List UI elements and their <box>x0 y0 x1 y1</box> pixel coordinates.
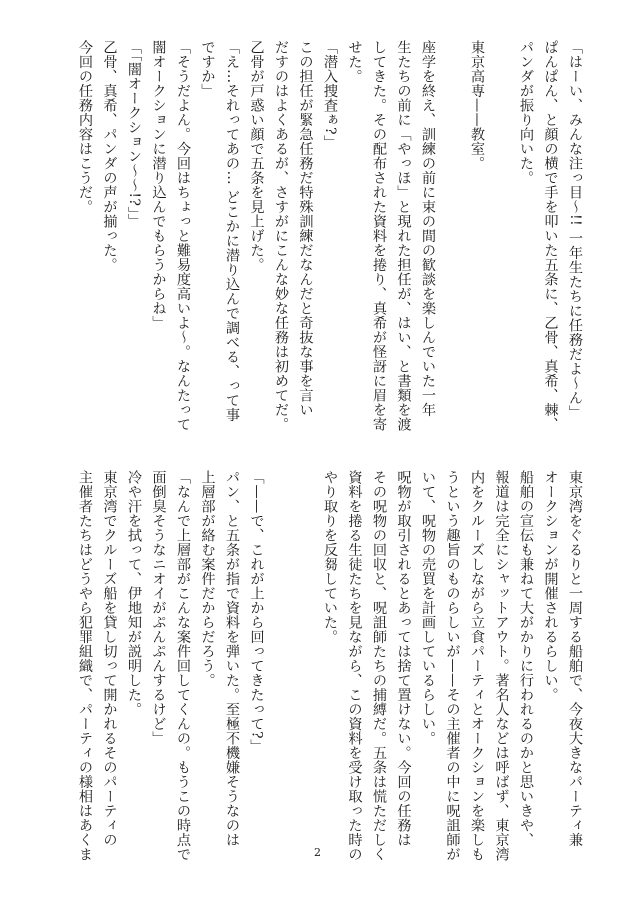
text-line: 報道は完全にシャットアウト。著名人などは呼ばず、東京湾 <box>493 470 510 862</box>
text-line: やり取りを反芻していた。 <box>322 470 338 644</box>
top-text-block <box>47 40 587 432</box>
text-line: 冷や汗を拭って、伊地知が説明した。 <box>126 470 142 717</box>
text-line: パンダが振り向いた。 <box>518 40 534 185</box>
text-line: せた。 <box>346 40 363 84</box>
text-line: 主催者たちはどうやら犯罪組織で、パーティの様相はあくま <box>77 470 93 862</box>
text-line: 資料を捲る生徒たちを見ながら、この資料を受け取った時の <box>346 470 363 862</box>
bottom-text-block <box>47 470 587 862</box>
text-line: 乙骨が戸惑い顔で五条を見上げた。 <box>248 40 265 272</box>
text-line: パン、と五条が指で資料を弾いた。至極不機嫌そうなのは <box>224 470 240 847</box>
text-line: 生たちの前に「やっほ」と現れた担任が、はい、と書類を渡 <box>395 40 412 432</box>
text-line: 「はーい、みんな注っ目〜!! 一年生たちに任務だよ〜ん」 <box>567 40 583 420</box>
text-line <box>269 470 294 840</box>
text-line: 内をクルーズしながら立食パーティとオークションを楽しも <box>469 470 485 862</box>
text-line: 「え…それってあの… どこかに潜り込んで調べる、って事 <box>224 40 240 422</box>
text-line: 東京高専——教室。 <box>469 40 485 171</box>
text-line: だすのはよくあるが、さすがにこんな妙な任務は初めてだ。 <box>273 40 289 432</box>
text-line <box>293 470 318 840</box>
text-line: 「——で、これが上から回ってきたって?」 <box>248 470 265 754</box>
text-line: ですか」 <box>199 40 216 98</box>
text-line <box>440 40 465 410</box>
text-line: うという趣旨のものらしいが——その主催者の中に呪詛師が <box>444 470 461 862</box>
text-line: 今回の任務内容はこうだ。 <box>77 40 93 214</box>
text-line: 呪物が取引されるとあっては捨て置けない。今回の任務は <box>395 470 412 847</box>
text-line: 座学を終え、訓練の前に束の間の歓談を楽しんでいた一年 <box>420 40 436 417</box>
text-line: 上層部が絡む案件だからだろう。 <box>199 470 216 688</box>
text-line: 「潜入捜査ぁ?」 <box>322 40 338 150</box>
page-number: 2 <box>314 846 321 859</box>
text-line: 「そうだよん。今回はちょっと難易度高いよ〜。なんたって <box>175 40 191 432</box>
text-line: 闇オークションに潜り込んでもらうからね」 <box>150 40 167 330</box>
text-line: ぱんぱん、と顔の横で手を叩いた五条に、乙骨、真希、棘、 <box>542 40 559 432</box>
text-line: してきた。その配布された資料を捲り、真希が怪訝に眉を寄 <box>371 40 387 432</box>
text-line: 「なんで上層部がこんな案件回してくんの。もうこの時点で <box>175 470 191 862</box>
text-line: 東京湾をぐるりと一周する船舶で、今夜大きなパーティ兼 <box>567 470 583 847</box>
text-line: 「「闇オークション〜〜!?」」 <box>126 40 142 229</box>
text-line: 東京湾でクルーズ船を貸し切って開かれるそのパーティの <box>101 470 118 847</box>
text-line: 面倒臭そうなニオイがぷんぷんするけど」 <box>150 470 167 746</box>
text-line: オークションが開催されるらしい。 <box>542 470 559 702</box>
text-line: いて、呪物の売買を計画しているらしい。 <box>420 470 436 746</box>
text-line: この担任が緊急任務だ特殊訓練だなんだと奇抜な事を言い <box>297 40 314 417</box>
text-line <box>489 40 514 410</box>
text-line: 船舶の宣伝も兼ねて大がかりに行われるのかと思いきや、 <box>518 470 534 847</box>
text-line: 乙骨、真希、パンダの声が揃った。 <box>101 40 118 272</box>
text-line: その呪物の回収と、呪詛師たちの捕縛だ。五条は慌ただしく <box>371 470 387 862</box>
